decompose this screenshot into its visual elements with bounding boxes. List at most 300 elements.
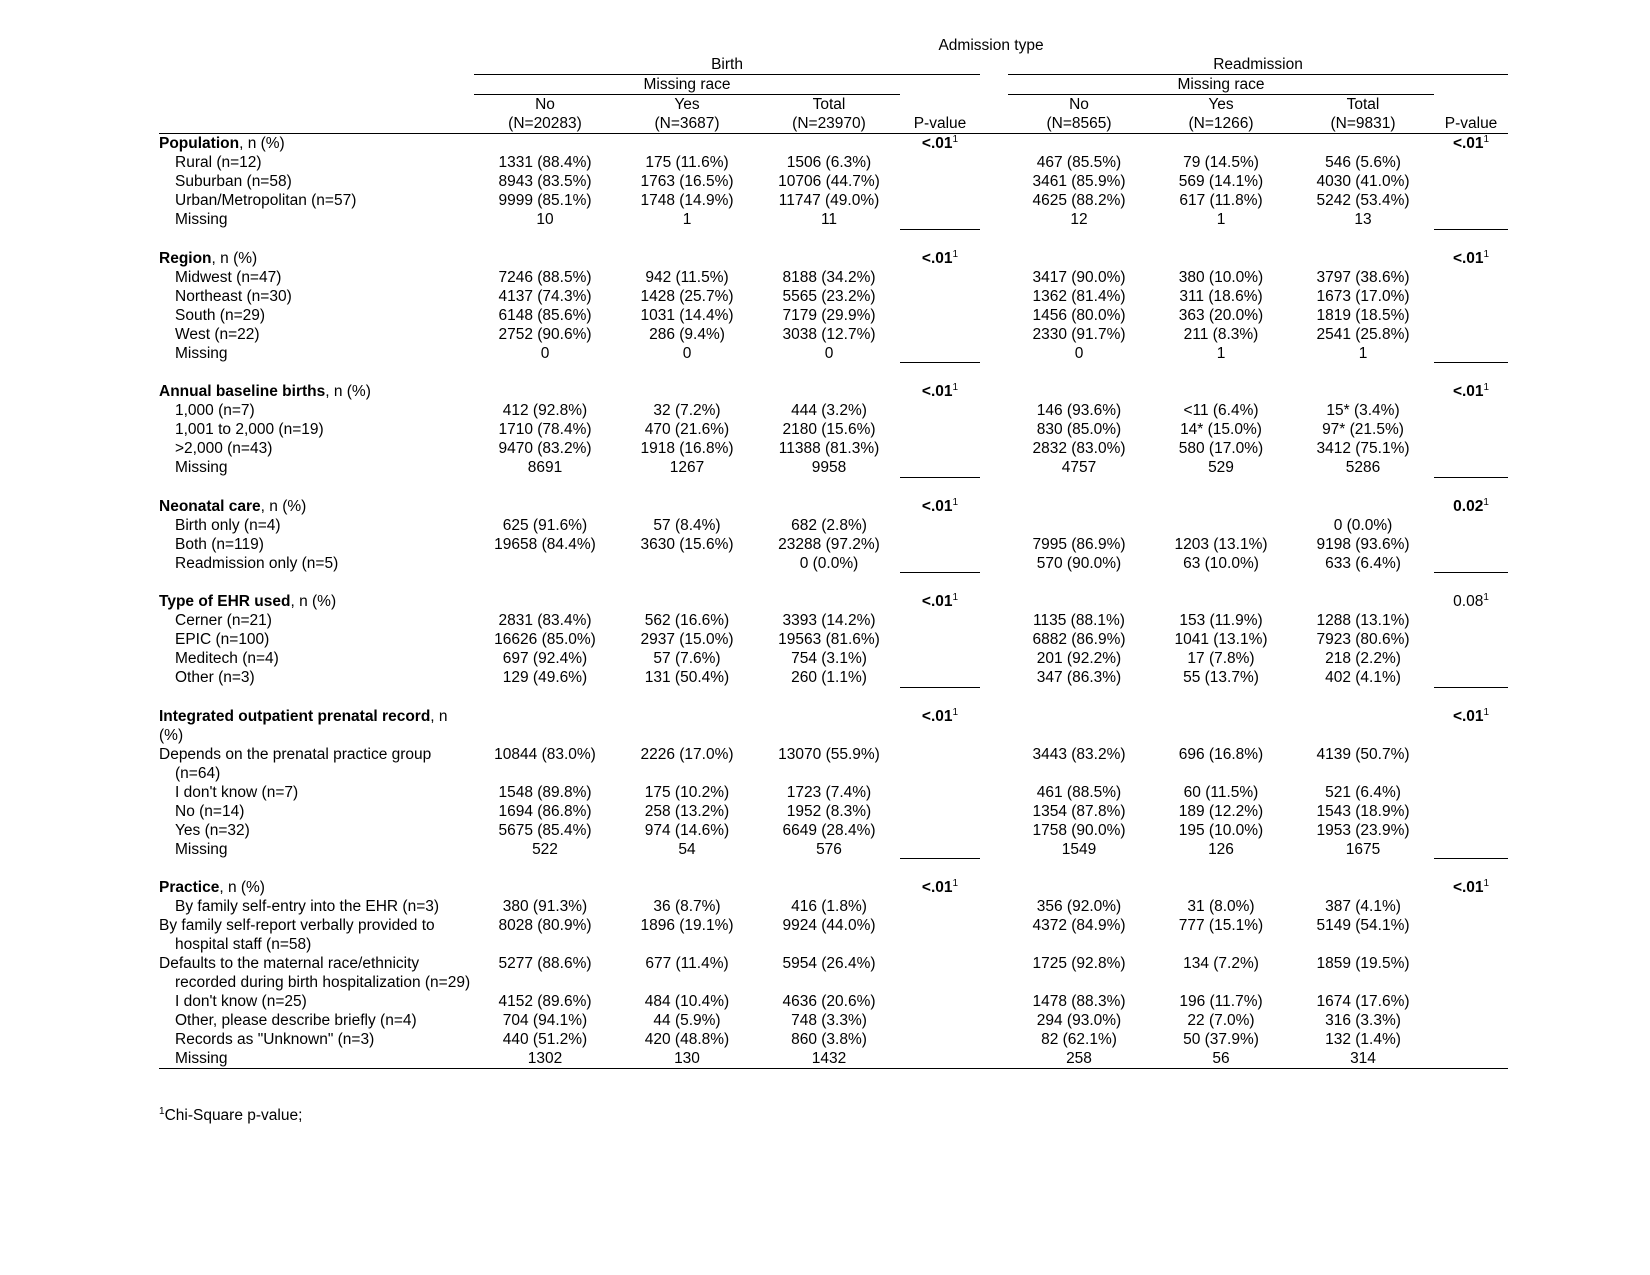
cell-value: 7246 (88.5%) [498, 268, 592, 286]
cell-value: 1763 (16.5%) [640, 173, 734, 190]
table-row [159, 821, 1508, 840]
cell-value: 1135 (88.1%) [1033, 612, 1125, 629]
section-title: Region [159, 249, 212, 267]
cell-value: 1354 (87.8%) [1032, 802, 1126, 820]
table-row [159, 840, 1508, 859]
table-row [159, 668, 1508, 687]
cell-value: 3393 (14.2%) [782, 612, 876, 629]
cell-value: 412 (92.8%) [502, 402, 588, 419]
section-header-row [159, 249, 1508, 268]
cell-value: 347 (86.3%) [1036, 669, 1122, 686]
cell-value: 258 [1008, 1049, 1150, 1069]
row-label: Birth only (n=4) [175, 516, 281, 534]
pvalue-footnote-mark: 1 [952, 248, 959, 260]
cell-value: 562 (16.6%) [644, 612, 730, 629]
row-label: Other, please describe briefly (n=4) [175, 1012, 417, 1029]
cell-value: 402 (4.1%) [1325, 669, 1401, 686]
cell-value: <11 (6.4%) [1183, 402, 1259, 419]
cell-value: 830 (85.0%) [1036, 421, 1122, 438]
cell-value: 196 (11.7%) [1179, 993, 1263, 1010]
cell-value: 260 (1.1%) [791, 669, 867, 686]
cell-value: 1896 (19.1%) [640, 917, 734, 934]
cell-value: 8188 (34.2%) [782, 268, 876, 286]
cell-value: 1 [1358, 344, 1368, 362]
readm-col-yes: Yes [1208, 96, 1234, 113]
table-body [159, 134, 1508, 1069]
table-row [159, 1030, 1508, 1049]
cell-value: 1859 (19.5%) [1316, 955, 1410, 972]
cell-value: 0 [1074, 344, 1084, 362]
cell-value: 2937 (15.0%) [640, 631, 734, 648]
cell-value: 3461 (85.9%) [1032, 173, 1126, 190]
pvalue-footnote-mark: 1 [1483, 496, 1489, 508]
cell-value: 9470 (83.2%) [498, 440, 592, 457]
pvalue-footnote-mark: 1 [952, 381, 959, 393]
cell-value: 134 (7.2%) [1183, 955, 1259, 972]
cell-value: 0 [682, 344, 692, 362]
readm-n-total: (N=9831) [1292, 114, 1434, 134]
cell-value: 1 [682, 211, 692, 228]
cell-value: 175 (11.6%) [645, 154, 729, 171]
spacer-row [159, 477, 1508, 497]
section-suffix: , n (%) [290, 593, 337, 610]
cell-value: 529 [1208, 459, 1234, 476]
spacer-row [159, 573, 1508, 593]
row-label: Urban/Metropolitan (n=57) [175, 192, 357, 209]
cell-value: 9198 (93.6%) [1316, 535, 1410, 553]
readm-pvalue: 0.02 [1453, 497, 1484, 515]
cell-value: 8028 (80.9%) [498, 917, 592, 934]
cell-value: 11 [820, 211, 838, 228]
cell-value: 1331 (88.4%) [498, 154, 592, 171]
section-suffix: , n (%) [211, 249, 258, 267]
cell-value: 777 (15.1%) [1178, 917, 1264, 934]
cell-value: 546 (5.6%) [1325, 154, 1401, 171]
readm-pvalue-header: P-value [1434, 114, 1508, 134]
cell-value: 79 (14.5%) [1183, 154, 1259, 171]
cell-value: 55 (13.7%) [1183, 669, 1259, 686]
cell-value: 461 (88.5%) [1036, 783, 1122, 801]
cell-value: 420 (48.8%) [644, 1031, 730, 1048]
cell-value [1008, 516, 1150, 535]
readm-n-no: (N=8565) [1008, 114, 1150, 134]
row-label: I don't know (n=7) [175, 783, 299, 801]
cell-value: 286 (9.4%) [649, 325, 725, 343]
cell-value: 12 [1070, 211, 1088, 228]
row-label: Rural (n=12) [175, 154, 262, 171]
cell-value: 0 (0.0%) [799, 554, 859, 572]
readm-pvalue: <.01 [1452, 707, 1484, 725]
cell-value: 1953 (23.9%) [1316, 821, 1410, 839]
cell-value: 942 (11.5%) [645, 268, 729, 286]
readm-col-total: Total [1346, 96, 1380, 113]
section-title: Annual baseline births [159, 383, 326, 400]
section-suffix: , n (%) [260, 497, 307, 515]
cell-value: 316 (3.3%) [1325, 1012, 1401, 1029]
cell-value: 484 (10.4%) [644, 993, 730, 1010]
cell-value: 1548 (89.8%) [498, 783, 592, 801]
table-row [159, 802, 1508, 821]
section-label [159, 382, 474, 401]
section-label [159, 878, 474, 897]
table-row [159, 611, 1508, 630]
cell-value: 617 (11.8%) [1179, 192, 1263, 209]
section-suffix: , n (%) [159, 707, 448, 744]
cell-value: 416 (1.8%) [791, 898, 867, 915]
row-label: Suburban (n=58) [175, 173, 292, 190]
cell-value: 0 [824, 344, 834, 362]
section-title: Practice [159, 879, 220, 896]
cell-value: 132 (1.4%) [1325, 1031, 1401, 1048]
cell-value: 1041 (13.1%) [1174, 631, 1268, 648]
pvalue-footnote-mark: 1 [952, 496, 959, 508]
birth-header: Birth [474, 55, 980, 75]
section-title: Neonatal care [159, 497, 261, 515]
row-label: By family self-report verbally provided to hospital staff (n=58) [159, 917, 435, 953]
cell-value: 1758 (90.0%) [1032, 821, 1126, 839]
footnote-mark: 1 [159, 1105, 165, 1117]
cell-value: 569 (14.1%) [1178, 173, 1264, 190]
cell-value: 5277 (88.6%) [498, 955, 592, 972]
cell-value: 2226 (17.0%) [640, 745, 734, 763]
cell-value: 860 (3.8%) [791, 1031, 867, 1048]
row-label: Cerner (n=21) [175, 612, 272, 629]
cell-value: 294 (93.0%) [1036, 1012, 1122, 1029]
section-header-row [159, 592, 1508, 611]
cell-value: 1031 (14.4%) [640, 306, 734, 324]
birth-n-yes: (N=3687) [616, 114, 758, 134]
cell-value: 1710 (78.4%) [498, 421, 592, 438]
cell-value: 1478 (88.3%) [1032, 993, 1126, 1010]
birth-n-total: (N=23970) [758, 114, 900, 134]
cell-value: 10 [536, 211, 554, 228]
cell-value: 1673 (17.0%) [1316, 287, 1410, 305]
cell-value: 467 (85.5%) [1036, 154, 1122, 171]
cell-value: 1456 (80.0%) [1032, 306, 1126, 324]
pvalue-footnote-mark: 1 [1483, 706, 1490, 718]
cell-value: 625 (91.6%) [502, 516, 588, 534]
cell-value: 175 (10.2%) [644, 783, 730, 801]
cell-value: 201 (92.2%) [1036, 650, 1122, 667]
cell-value: 4636 (20.6%) [782, 993, 876, 1010]
cell-value: 521 (6.4%) [1325, 783, 1401, 801]
cell-value: 2180 (15.6%) [782, 421, 876, 438]
footnote [159, 1107, 302, 1125]
cell-value: 7995 (86.9%) [1032, 535, 1126, 553]
table-row [159, 1011, 1508, 1030]
cell-value: 57 (7.6%) [653, 650, 721, 667]
readm-pvalue: <.01 [1452, 135, 1484, 152]
pvalue-footnote-mark: 1 [1483, 381, 1490, 393]
pvalue-footnote-mark: 1 [952, 706, 959, 718]
row-label: Meditech (n=4) [175, 650, 279, 667]
row-label: Depends on the prenatal practice group (n=64) [159, 745, 432, 782]
cell-value: 189 (12.2%) [1178, 802, 1264, 820]
cell-value: 19658 (84.4%) [494, 535, 596, 553]
row-label: Yes (n=32) [175, 821, 250, 839]
cell-value: 7923 (80.6%) [1316, 631, 1410, 648]
cell-value: 130 [616, 1049, 758, 1069]
table-row [159, 268, 1508, 287]
cell-value: 11388 (81.3%) [778, 440, 880, 457]
cell-value: 363 (20.0%) [1178, 306, 1264, 324]
readm-col-no: No [1069, 96, 1089, 113]
cell-value: 5286 [1345, 459, 1381, 476]
cell-value: 211 (8.3%) [1183, 325, 1259, 343]
table-row [159, 954, 1508, 992]
cell-value: 1694 (86.8%) [498, 802, 592, 820]
cell-value: 6148 (85.6%) [498, 306, 592, 324]
cell-value: 1203 (13.1%) [1174, 535, 1268, 553]
table-row [159, 783, 1508, 802]
row-label: By family self-entry into the EHR (n=3) [175, 898, 440, 915]
table-row [159, 458, 1508, 477]
table-row [159, 401, 1508, 420]
cell-value: 195 (10.0%) [1178, 821, 1264, 839]
cell-value: 5242 (53.4%) [1316, 192, 1410, 209]
section-header-row [159, 497, 1508, 516]
cell-value: 748 (3.3%) [791, 1012, 867, 1029]
birth-pvalue: <.01 [921, 879, 953, 896]
cell-value: 218 (2.2%) [1325, 650, 1401, 667]
cell-value: 3443 (83.2%) [1032, 745, 1126, 763]
cell-value: 311 (18.6%) [1179, 287, 1263, 305]
cell-value: 13070 (55.9%) [778, 745, 880, 763]
cell-value: 258 (13.2%) [644, 802, 730, 820]
cell-value: 0 [540, 344, 550, 362]
cell-value: 444 (3.2%) [791, 402, 867, 419]
cell-value: 3797 (38.6%) [1316, 268, 1410, 286]
cell-value: 131 (50.4%) [644, 669, 730, 686]
table-row [159, 630, 1508, 649]
cell-value: 8943 (83.5%) [498, 173, 592, 190]
cell-value: 36 (8.7%) [653, 898, 721, 915]
cell-value: 704 (94.1%) [502, 1012, 588, 1029]
birth-col-yes: Yes [674, 96, 700, 113]
cell-value: 1952 (8.3%) [786, 802, 872, 820]
cell-value: 1288 (13.1%) [1316, 612, 1410, 629]
cell-value: 1267 [669, 459, 705, 476]
table-row [159, 210, 1508, 229]
table-row [159, 916, 1508, 954]
cell-value: 754 (3.1%) [791, 650, 867, 667]
cell-value: 2541 (25.8%) [1316, 325, 1410, 343]
cell-value: 9958 [811, 459, 847, 476]
cell-value [616, 554, 758, 573]
cell-value: 13 [1354, 211, 1372, 228]
cell-value: 3417 (90.0%) [1032, 268, 1126, 286]
cell-value: 4139 (50.7%) [1316, 745, 1410, 763]
table-row [159, 992, 1508, 1011]
section-label [159, 497, 474, 516]
readm-pvalue: 0.08 [1453, 593, 1484, 610]
table-row [159, 306, 1508, 325]
birth-pvalue: <.01 [921, 497, 953, 515]
summary-table [159, 36, 1508, 1069]
section-suffix: , n (%) [239, 135, 285, 152]
cell-value: 3630 (15.6%) [640, 535, 734, 553]
birth-pvalue-header: P-value [900, 114, 980, 134]
cell-value: 63 (10.0%) [1183, 554, 1259, 572]
pvalue-footnote-mark: 1 [1483, 133, 1490, 145]
cell-value: 470 (21.6%) [644, 421, 730, 438]
cell-value: 1543 (18.9%) [1316, 802, 1410, 820]
table-row [159, 649, 1508, 668]
cell-value [474, 554, 616, 573]
cell-value [1150, 516, 1292, 535]
row-label: Other (n=3) [175, 669, 255, 686]
cell-value: 2752 (90.6%) [498, 325, 592, 343]
cell-value: 0 (0.0%) [1333, 516, 1393, 534]
cell-value: 54 [678, 840, 696, 858]
cell-value: 380 (10.0%) [1178, 268, 1264, 286]
row-label: Missing [175, 840, 228, 858]
table-row [159, 516, 1508, 535]
cell-value: 10844 (83.0%) [494, 745, 596, 763]
cell-value: 1675 [1345, 840, 1381, 858]
cell-value: 4152 (89.6%) [498, 993, 592, 1010]
birth-n-no: (N=20283) [474, 114, 616, 134]
cell-value: 4372 (84.9%) [1032, 917, 1126, 934]
cell-value: 580 (17.0%) [1178, 440, 1264, 457]
section-label [159, 707, 474, 745]
pvalue-footnote-mark: 1 [952, 133, 959, 145]
cell-value: 696 (16.8%) [1178, 745, 1264, 763]
birth-missing-race-header: Missing race [474, 75, 900, 95]
row-label: EPIC (n=100) [175, 631, 270, 648]
cell-value: 1432 [758, 1049, 900, 1069]
readm-pvalue: <.01 [1452, 383, 1484, 400]
cell-value: 23288 (97.2%) [778, 535, 880, 553]
cell-value: 1 [1216, 344, 1226, 362]
cell-value: 4757 [1061, 459, 1097, 476]
cell-value: 6882 (86.9%) [1032, 631, 1126, 648]
table-row [159, 897, 1508, 916]
cell-value: 1 [1216, 211, 1226, 228]
section-title: Integrated outpatient prenatal record [159, 707, 431, 725]
cell-value: 697 (92.4%) [502, 650, 588, 667]
cell-value: 5954 (26.4%) [782, 955, 876, 972]
row-label: Missing [175, 344, 228, 362]
cell-value: 380 (91.3%) [502, 898, 588, 915]
cell-value: 5565 (23.2%) [782, 287, 876, 305]
row-label: South (n=29) [175, 306, 266, 324]
birth-col-no: No [535, 96, 555, 113]
cell-value: 1918 (16.8%) [640, 440, 734, 457]
cell-value: 3038 (12.7%) [782, 325, 876, 343]
table-row [159, 325, 1508, 344]
row-label: Both (n=119) [175, 535, 264, 553]
cell-value: 633 (6.4%) [1325, 554, 1401, 572]
table-row [159, 535, 1508, 554]
cell-value: 146 (93.6%) [1036, 402, 1122, 419]
cell-value: 7179 (29.9%) [782, 306, 876, 324]
pvalue-footnote-mark: 1 [952, 591, 959, 603]
pvalue-footnote-mark: 1 [1483, 877, 1490, 889]
row-label: West (n=22) [175, 325, 260, 343]
table-row [159, 745, 1508, 783]
cell-value: 1428 (25.7%) [640, 287, 734, 305]
cell-value: 44 (5.9%) [653, 1012, 721, 1029]
cell-value: 974 (14.6%) [644, 821, 730, 839]
cell-value: 57 (8.4%) [653, 516, 721, 534]
cell-value: 14* (15.0%) [1180, 421, 1262, 438]
row-label: >2,000 (n=43) [175, 440, 273, 457]
cell-value: 314 [1292, 1049, 1434, 1069]
cell-value: 2832 (83.0%) [1032, 440, 1126, 457]
readm-pvalue: <.01 [1452, 249, 1484, 267]
cell-value: 8691 [527, 459, 563, 476]
footnote-text: Chi-Square p-value; [164, 1107, 303, 1124]
row-label: Records as "Unknown" (n=3) [175, 1031, 375, 1048]
row-label: Readmission only (n=5) [175, 554, 339, 572]
cell-value: 522 [532, 840, 558, 858]
table-row [159, 554, 1508, 573]
section-title: Population [159, 135, 240, 152]
cell-value: 1362 (81.4%) [1032, 287, 1126, 305]
row-label: I don't know (n=25) [175, 993, 307, 1010]
cell-value: 1748 (14.9%) [640, 192, 734, 209]
table-row [159, 172, 1508, 191]
section-header-row [159, 382, 1508, 401]
birth-pvalue: <.01 [921, 707, 953, 725]
birth-pvalue: <.01 [921, 383, 953, 400]
cell-value: 4625 (88.2%) [1032, 192, 1126, 209]
cell-value: 17 (7.8%) [1187, 650, 1255, 667]
cell-value: 1723 (7.4%) [786, 783, 872, 801]
cell-value: 1506 (6.3%) [786, 154, 872, 171]
section-header-row [159, 134, 1508, 154]
section-suffix: , n (%) [325, 383, 371, 400]
cell-value: 31 (8.0%) [1187, 898, 1255, 915]
cell-value: 356 (92.0%) [1036, 898, 1122, 915]
cell-value: 1549 [1061, 840, 1097, 858]
cell-value: 5675 (85.4%) [498, 821, 592, 839]
readm-missing-race-header: Missing race [1008, 75, 1434, 95]
section-title: Type of EHR used [159, 593, 291, 610]
birth-pvalue: <.01 [921, 135, 953, 152]
cell-value: 126 [1208, 840, 1234, 858]
section-header-row [159, 707, 1508, 745]
cell-value: 5149 (54.1%) [1316, 917, 1410, 934]
cell-value: 1674 (17.6%) [1316, 993, 1410, 1010]
cell-value: 97* (21.5%) [1322, 421, 1404, 438]
cell-value: 11747 (49.0%) [778, 192, 880, 209]
row-label: No (n=14) [175, 802, 245, 820]
cell-value: 19563 (81.6%) [778, 631, 880, 648]
cell-value: 2330 (91.7%) [1032, 325, 1126, 343]
cell-value: 4137 (74.3%) [498, 287, 592, 305]
cell-value: 82 (62.1%) [1041, 1031, 1117, 1048]
cell-value: 50 (37.9%) [1183, 1031, 1259, 1048]
row-label: 1,000 (n=7) [175, 402, 255, 419]
section-header-row [159, 878, 1508, 897]
cell-value: 10706 (44.7%) [778, 173, 880, 190]
cell-value: 32 (7.2%) [653, 402, 721, 419]
readm-pvalue: <.01 [1452, 879, 1484, 896]
pvalue-footnote-mark: 1 [1483, 248, 1490, 260]
table-row [159, 287, 1508, 306]
birth-col-total: Total [812, 96, 846, 113]
cell-value: 4030 (41.0%) [1316, 173, 1410, 190]
cell-value: 9999 (85.1%) [498, 192, 592, 209]
row-label: Missing [159, 1049, 474, 1069]
pvalue-footnote-mark: 1 [952, 877, 959, 889]
cell-value: 56 [1150, 1049, 1292, 1069]
cell-value: 3412 (75.1%) [1316, 440, 1410, 457]
spacer-row [159, 687, 1508, 707]
cell-value: 60 (11.5%) [1183, 783, 1259, 801]
